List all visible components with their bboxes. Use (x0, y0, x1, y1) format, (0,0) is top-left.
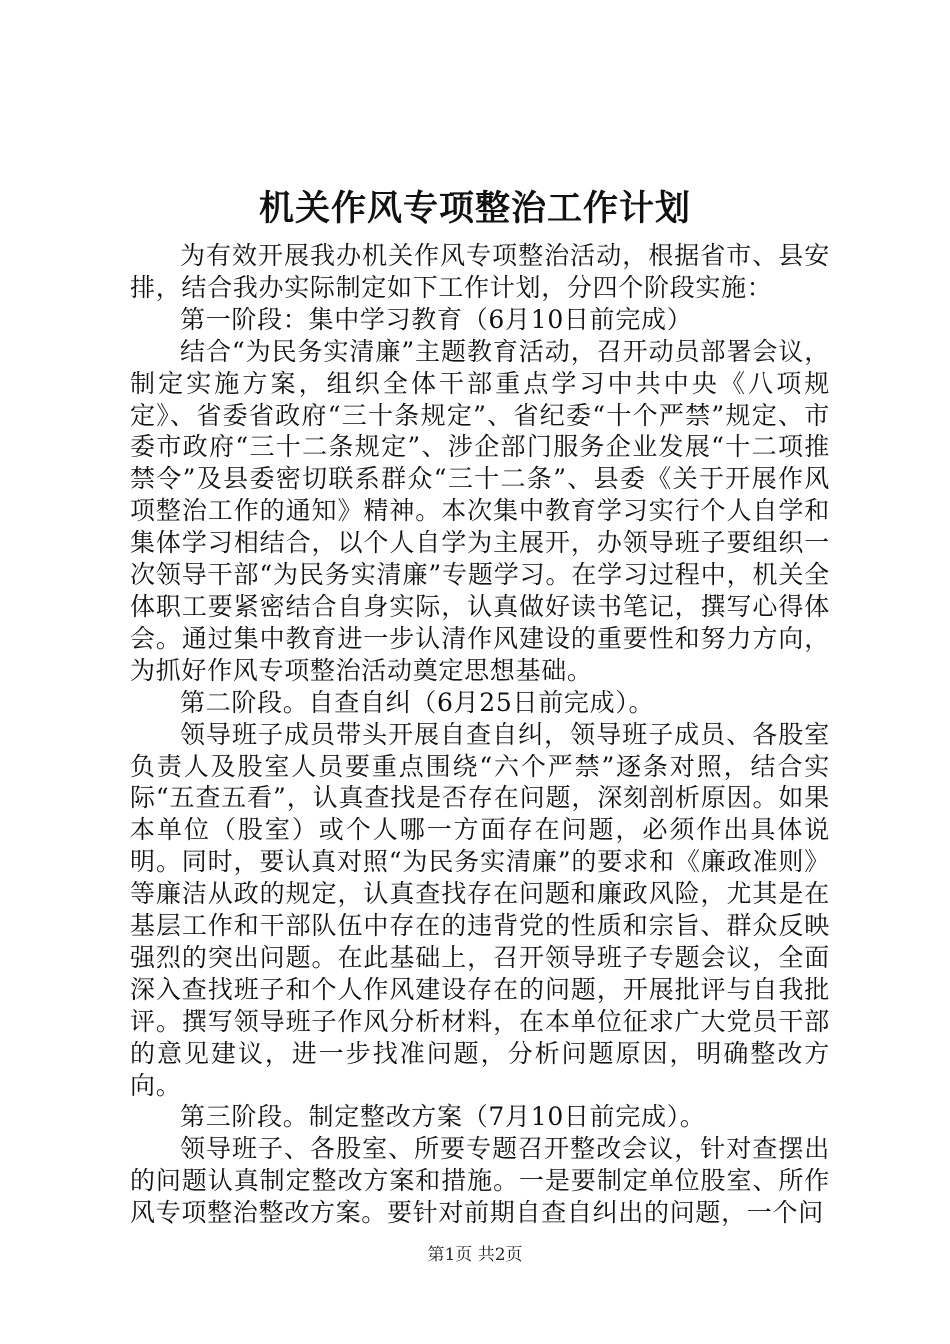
stage-one-paragraph: 结合“为民务实清廉”主题教育活动，召开动员部署会议，制定实施方案，组织全体干部重点学习中共中央《八项规定》、省委省政府“三十条规定”、省纪委“十个严禁”规定、市委市政府“三十二条规定”、涉企部门服务企业发展“十二项推禁令”及县委密切联系群众“三十二条”、县委《关于开展作风项整治工作的通知》精神。本次集中教育学习实行个人自学和集体学习相结合，以个人自学为主展开，办领导班子要组织一次领导干部“为民务实清廉”专题学习。在学习过程中，机关全体职工要紧密结合自身实际，认真做好读书笔记，撰写心得体会。通过集中教育进一步认清作风建设的重要性和努力方向，为抓好作风专项整治活动奠定思想基础。 (130, 336, 830, 685)
stage-three-paragraph: 领导班子、各股室、所要专题召开整改会议，针对查摆出的问题认真制定整改方案和措施。一是要制定单位股室、所作风专项整治整改方案。要针对前期自查自纠出的问题，一个问 (130, 1134, 830, 1228)
document-title: 机关作风专项整治工作计划 (258, 188, 691, 229)
stage-three-heading: 第三阶段。制定整改方案（7月10日前完成）。 (180, 1102, 706, 1132)
stage-two-paragraph: 领导班子成员带头开展自查自纠，领导班子成员、各股室负责人及股室人员要重点围绕“六个严禁”逐条对照，结合实际“五查五看”，认真查找是否存在问题，深刻剖析原因。如果本单位（股室）或个人哪一方面存在问题，必须作出具体说明。同时，要认真对照“为民务实清廉”的要求和《廉政准则》等廉洁从政的规定，认真查找存在问题和廉政风险，尤其是在基层工作和干部队伍中存在的违背党的性质和宗旨、群众反映强烈的突出问题。在此基础上，召开领导班子专题会议，全面深入查找班子和个人作风建设存在的问题，开展批评与自我批评。撰写领导班子作风分析材料，在本单位征求广大党员干部的意见建议，进一步找准问题，分析问题原因，明确整改方向。 (130, 719, 830, 1100)
document-body (130, 240, 830, 1229)
intro-paragraph: 为有效开展我办机关作风专项整治活动，根据省市、县安排，结合我办实际制定如下工作计划，分四个阶段实施： (130, 241, 830, 302)
stage-one-heading: 第一阶段：集中学习教育（6月10日前完成） (180, 304, 693, 334)
stage-two-heading: 第二阶段。自查自纠（6月25日前完成）。 (180, 687, 655, 717)
page-number-footer: 第1页 共2页 (427, 1245, 523, 1265)
